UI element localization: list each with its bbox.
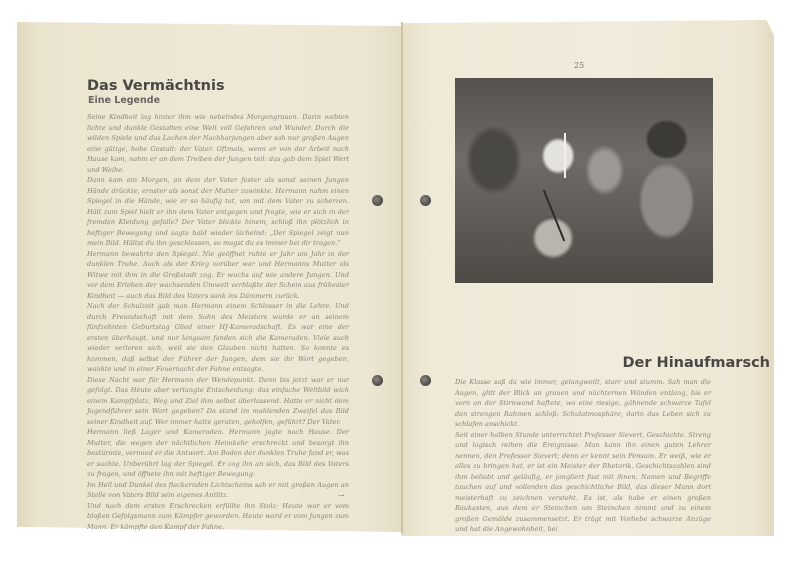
left-page-title: Das Vermächtnis (87, 78, 225, 94)
drumstick (564, 133, 566, 178)
drumstick (543, 190, 565, 242)
paragraph: Dann kam ein Morgen, an dem der Vater fester als sonst seinen Jungen Hände drückte, ernster als sonst der Mutter zuwinkte. Hermann nahm einen Spiegel in die Hände, wie er so häufig tat, um mit dem Vater zu scherzen. Hält zum Spiel hielt er ihn dem Vater entgegen und fragte, wie er sich in der fremden Kleidung gefalle? Der Vater blickte hinein, schloß ihn plötzlich in heftiger Bewegung und sagte bald wieder lächelnd: „Der Spiegel zeigt nun mein Bild. Hältst du ihn geschlossen, so magst du es immer bei dir tragen.“ (87, 176, 349, 247)
paragraph: Diese Nacht war für Hermann der Wendepunkt. Denn bis jetzt war er nur gefolgt. Das Heute aber verlangte Entscheidung: das einfache Weltbild wich einem Kampfplatz, Weg und Ziel ihm selbst überlassend. Hatte er nicht dem Jugendführer sein Wort gegeben? Da stand im mahlenden Zweifel das Bild seiner Kindheit auf. Wer immer hatte geraten, geholfen, geführt? Der Vater. (87, 375, 349, 426)
drummer-boys-photo (455, 78, 713, 283)
booklet-spine (401, 22, 403, 534)
paragraph: Hermann ließ Lager und Kameraden. Hermann jagte nach Hause. Der Mutter, die wegen der nächtlichen Heimkehr erschreckt und besorgt ihn bestürmte, vermied er die Antwort. Am Boden der dunklen Truhe fand er, was er suchte. Unberührt lag der Spiegel. Er zog ihn an sich, das Bild des Vaters zu fragen, und öffnete ihn mit heftiger Bewegung: (87, 428, 349, 478)
paragraph: Im Hell und Dunkel des flackernden Lichtscheins sah er mit großen Augen an Stelle von Vaters Bild sein eigenes Antlitz. (87, 480, 349, 499)
binder-hole-left-top (372, 195, 383, 206)
left-page-subtitle: Eine Legende (88, 95, 161, 106)
paragraph: Die Klasse saß da wie immer, gelangweilt, starr und stumm. Sah man die Augen, glitt der Blick an grauen und nüchternen Wänden entlang, bis er vorn an der Stirnwand haftete, wo eine riesige, gähnende schwarze Tafel den strengen Rahmen schloß: Schulatmosphäre, darin das Leben sich zu schlafen anschickt. (455, 378, 711, 428)
page-number: 25 (574, 61, 585, 70)
left-page-body (87, 112, 349, 532)
paragraph: Nach der Schulzeit gab man Hermann einem Schlosser in die Lehre. Und durch Freundschaft mit dem Sohn des Meisters wurde er an seinem fünfzehnten Geburtstag Glied einer HJ-Kameradschaft. Es war eine der ersten überhaupt, und nur langsam fanden sich die Kameraden. Viele auch wieder verloren sich, weil sie den Glauben nicht hatten. So konnte es kommen, daß selbst der Führer der Jungen, dem sie ihr Wort gegeben, wankte und in einer Feuernacht der Fahne entsagte. (87, 302, 349, 373)
paragraph: Und nach dem ersten Erschrecken erfüllte ihn Stolz: Heute war er vom bloßen Gefolgsmann zum Kämpfer geworden. Heute ward er vom Jungen zum Mann. Er kämpfte den Kampf der Fahne. (87, 501, 349, 531)
continue-arrow: → (338, 491, 345, 500)
paragraph: Seine Kindheit lag hinter ihm wie nebelndes Morgengrauen. Darin webten lichte und dunkle Gestalten eine Welt voll Gefahren und Wunder. Durch die wilden Spiele und das Lachen der Nachbarjungen aber sah nur großen Augen eine gütige, hohe Gestalt: der Vater. Oftmals, wenn er von der Arbeit nach Hause kam, nahm er an dem Treiben der Jungen teil: das gab dem Spiel Wert und Weihe. (87, 113, 349, 174)
paragraph: Seit einer halben Stunde unterrichtet Professor Sievert, Geschichte. Streng und logisch reihen die Ereignisse. Man kann ihn einen guten Lehrer nennen, den Professor Sievert; denn er kennt sein Pensum. Er weiß, wie er alles zu bringen hat, er ist ein Meister der Rhetorik. Geschichtszahlen sind ihm beliebt und geläufig, er jongliert fast mit ihnen. Namen und Begriffe tauchen auf und vollenden das geschichtliche Bild, das dieser Mann dort meisterhaft zu zeichnen versteht. Es ist, als habe er einen großen Baukasten, aus dem er Steinchen um Steinchen nimmt und zu einem großen Gemälde zusammensetzt. Er trägt mit Vorliebe schwarze Anzüge und hat die Angewohnheit, bei (455, 430, 711, 533)
paragraph: Hermann bewahrte den Spiegel. Nie geöffnet ruhte er Jahr um Jahr in der dunklen Truhe. Auch als der Krieg vorüber war und Hermanns Mutter als Witwe mit ihm in die Großstadt zog. Er wuchs auf wie andere Jungen. Und vor dem Erleben der wachsenden Umwelt verblaßte der Schein aus frühester Kindheit — auch das Bild des Vaters sank ins Dämmern zurück. (87, 249, 349, 300)
right-page-title: Der Hinaufmarsch (622, 355, 770, 371)
right-page-body (455, 377, 711, 535)
binder-hole-right-bottom (420, 375, 431, 386)
binder-hole-right-top (420, 195, 431, 206)
binder-hole-left-bottom (372, 375, 383, 386)
